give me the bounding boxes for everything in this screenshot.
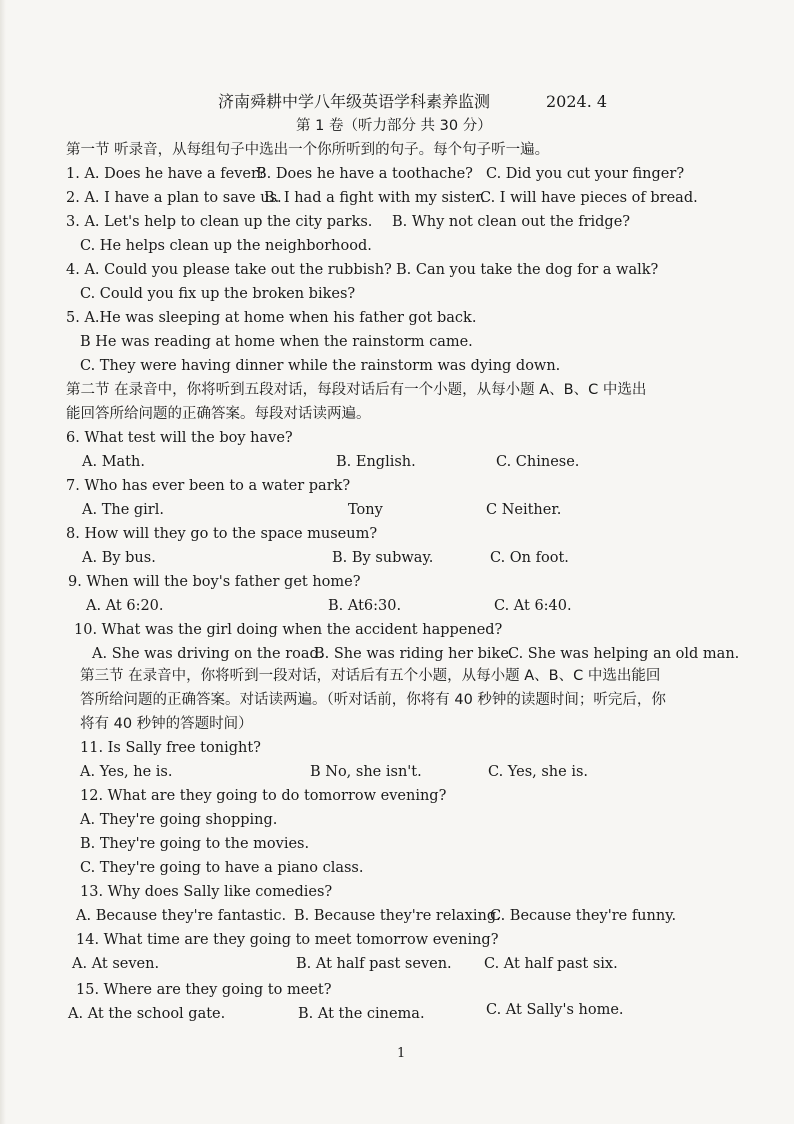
q10-option-b: B. She was riding her bike. <box>314 646 514 662</box>
page-number-text: 1 <box>397 1046 406 1061</box>
scan-edge-shadow <box>0 0 6 1124</box>
q8-option-c: C. On foot. <box>490 550 569 566</box>
q1-option-c: C. Did you cut your finger? <box>486 166 685 182</box>
q9-option-c: C. At 6:40. <box>494 598 572 614</box>
section1-instruction-text: 第一节 听录音，从每组句子中选出一个你所听到的句子。每个句子听一遍。 <box>66 142 550 158</box>
q7-option-c: C Neither. <box>486 502 562 518</box>
q6-stem: 6. What test will the boy have? <box>66 430 293 446</box>
q15-option-a: A. At the school gate. <box>68 1006 226 1022</box>
q7-option-b: Tony <box>348 502 383 518</box>
q1-option-a: 1. A. Does he have a fever? <box>66 166 266 182</box>
q11-stem: 11. Is Sally free tonight? <box>80 740 261 756</box>
q7-option-a: A. The girl. <box>82 502 164 518</box>
q2-option-b: B. I had a fight with my sister. <box>264 190 486 206</box>
q15-stem: 15. Where are they going to meet? <box>76 982 332 998</box>
q10-stem: 10. What was the girl doing when the accident happened? <box>74 622 503 638</box>
volume-heading-text: 第 1 卷（听力部分 共 30 分） <box>296 118 492 134</box>
q12-option-a: A. They're going shopping. <box>80 812 278 828</box>
q14-stem: 14. What time are they going to meet tomorrow evening? <box>76 932 499 948</box>
q9-stem: 9. When will the boy's father get home? <box>68 574 361 590</box>
q6-option-c: C. Chinese. <box>496 454 580 470</box>
q14-option-b: B. At half past seven. <box>296 956 452 972</box>
section3-instruction-text-3: 将有 40 秒钟的答题时间） <box>80 716 253 732</box>
q5-option-b: B He was reading at home when the rainstorm came. <box>80 334 473 350</box>
q4-option-a: 4. A. Could you please take out the rubbish? <box>66 262 392 278</box>
q13-option-a: A. Because they're fantastic. <box>76 908 287 924</box>
section3-instruction-text-2: 答所给问题的正确答案。对话读两遍。（听对话前，你将有 40 秒钟的读题时间；听完后，你 <box>80 692 666 708</box>
q14-option-a: A. At seven. <box>72 956 160 972</box>
q6-option-b: B. English. <box>336 454 416 470</box>
q14-option-c: C. At half past six. <box>484 956 618 972</box>
section2-instruction-text-1: 第二节 在录音中，你将听到五段对话，每段对话后有一个小题，从每小题 A、B、C 中选出 <box>66 382 647 398</box>
section2-instruction-text-2: 能回答所给问题的正确答案。每段对话读两遍。 <box>66 406 371 422</box>
q13-option-b: B. Because they're relaxing. <box>294 908 501 924</box>
q13-stem: 13. Why does Sally like comedies? <box>80 884 333 900</box>
q12-option-c: C. They're going to have a piano class. <box>80 860 364 876</box>
exam-title-text: 济南舜耕中学八年级英语学科素养监测 <box>218 92 491 111</box>
q8-stem: 8. How will they go to the space museum? <box>66 526 378 542</box>
q4-option-c: C. Could you fix up the broken bikes? <box>80 286 356 302</box>
q8-option-a: A. By bus. <box>82 550 156 566</box>
section3-instruction-text-1: 第三节 在录音中，你将听到一段对话，对话后有五个小题，从每小题 A、B、C 中选出能回 <box>80 668 661 684</box>
q5-option-c: C. They were having dinner while the rainstorm was dying down. <box>80 358 561 374</box>
q7-stem: 7. Who has ever been to a water park? <box>66 478 351 494</box>
q11-option-a: A. Yes, he is. <box>80 764 173 780</box>
q15-option-c: C. At Sally's home. <box>486 1002 624 1018</box>
q13-option-c: C. Because they're funny. <box>490 908 677 924</box>
q5-option-a: 5. A.He was sleeping at home when his father got back. <box>66 310 477 326</box>
q9-option-b: B. At6:30. <box>328 598 402 614</box>
q15-option-b: B. At the cinema. <box>298 1006 425 1022</box>
q2-option-a: 2. A. I have a plan to save us. <box>66 190 282 206</box>
q6-option-a: A. Math. <box>82 454 145 470</box>
q1-option-b: B. Does he have a toothache? <box>256 166 473 182</box>
q11-option-c: C. Yes, she is. <box>488 764 589 780</box>
q10-option-c: C. She was helping an old man. <box>508 646 740 662</box>
q4-option-b: B. Can you take the dog for a walk? <box>396 262 659 278</box>
exam-date: 2024. 4 <box>546 92 608 111</box>
q3-option-c: C. He helps clean up the neighborhood. <box>80 238 372 254</box>
q3-option-a: 3. A. Let's help to clean up the city parks. <box>66 214 373 230</box>
q12-stem: 12. What are they going to do tomorrow evening? <box>80 788 447 804</box>
q10-option-a: A. She was driving on the road. <box>92 646 324 662</box>
q2-option-c: C. I will have pieces of bread. <box>480 190 698 206</box>
q3-option-b: B. Why not clean out the fridge? <box>392 214 631 230</box>
q12-option-b: B. They're going to the movies. <box>80 836 310 852</box>
q9-option-a: A. At 6:20. <box>86 598 164 614</box>
q11-option-b: B No, she isn't. <box>310 764 422 780</box>
q8-option-b: B. By subway. <box>332 550 434 566</box>
